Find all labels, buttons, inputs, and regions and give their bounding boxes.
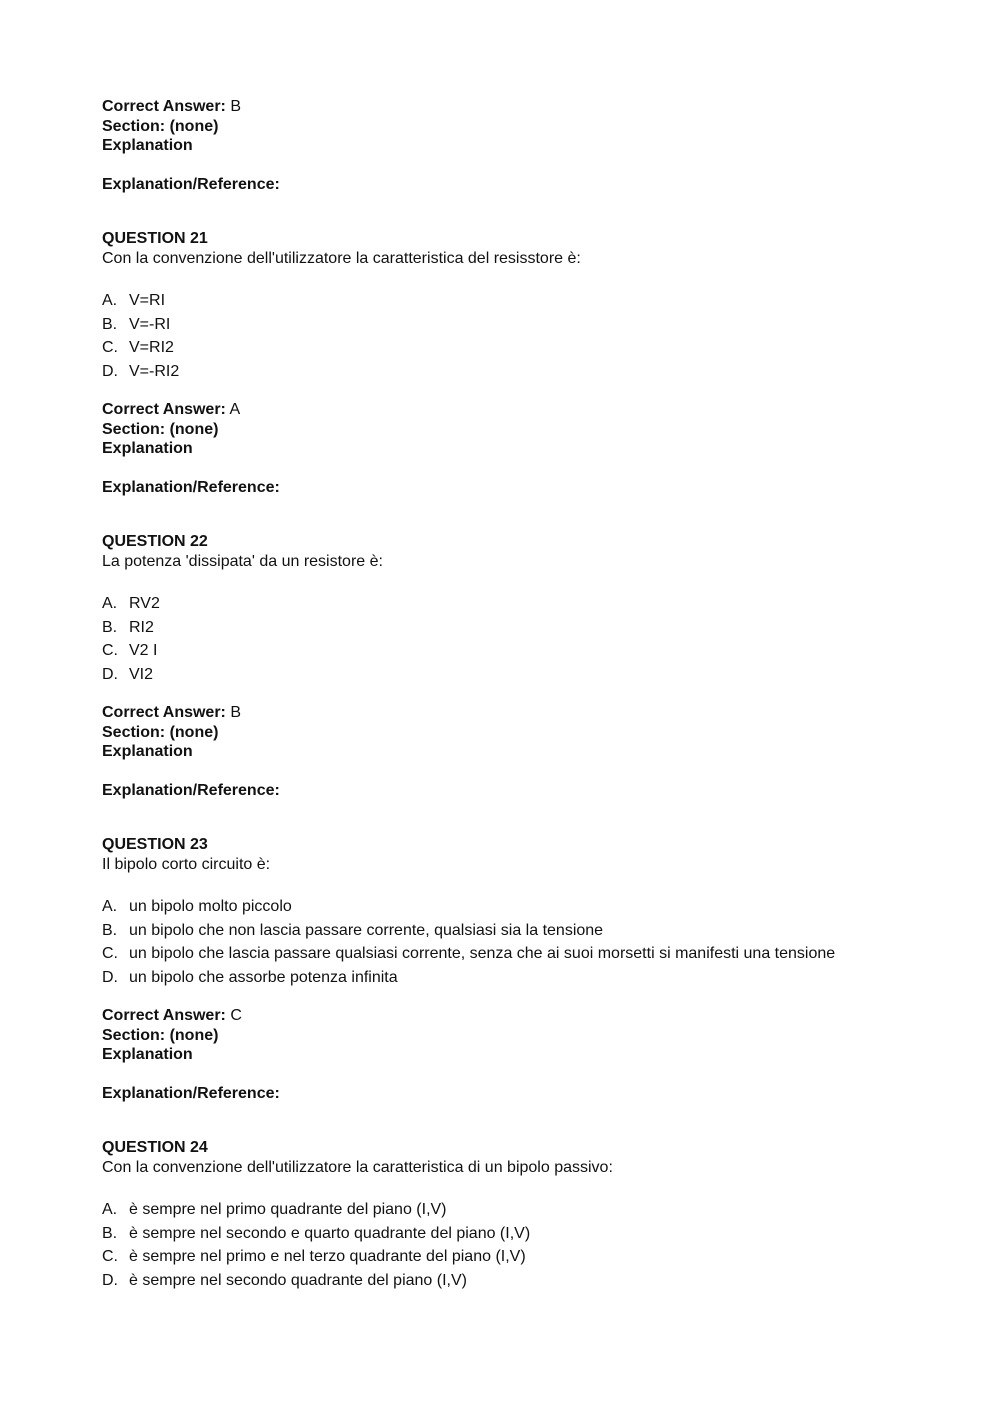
option-a: [102, 895, 922, 919]
document-page: [102, 97, 922, 1292]
option-list: [102, 1198, 922, 1292]
correct-answer-value: A: [229, 401, 241, 418]
option-text: è sempre nel secondo e quarto quadrante del piano (I,V): [129, 1224, 531, 1242]
option-letter: B.: [102, 618, 118, 636]
explanation-reference-line: Explanation/Reference:: [102, 781, 280, 799]
option-letter: B.: [102, 315, 118, 333]
option-d: [102, 966, 922, 990]
option-b: [102, 1222, 922, 1246]
option-text: V=RI: [129, 292, 166, 309]
option-letter: A.: [102, 595, 118, 612]
question-text: La potenza 'dissipata' da un resistore è:: [102, 552, 383, 570]
explanation-line: Explanation: [102, 440, 193, 457]
option-text: è sempre nel primo quadrante del piano (I,V): [129, 1201, 447, 1218]
option-c: [102, 1245, 922, 1269]
explanation-reference-line: Explanation/Reference:: [102, 1084, 280, 1102]
section-line: Section: (none): [102, 117, 219, 135]
question-title: QUESTION 21: [102, 230, 208, 247]
option-letter: D.: [102, 968, 118, 986]
option-letter: A.: [102, 292, 118, 309]
answer-block-prev: [102, 97, 922, 194]
option-text: è sempre nel secondo quadrante del piano (I,V): [129, 1271, 467, 1289]
option-b: [102, 616, 922, 640]
option-c: [102, 639, 922, 663]
option-d: [102, 1269, 922, 1293]
option-d: [102, 360, 922, 384]
option-letter: B.: [102, 1224, 118, 1242]
option-text: V=RI2: [129, 339, 174, 356]
option-letter: A.: [102, 1201, 118, 1218]
option-letter: C.: [102, 945, 118, 962]
option-letter: B.: [102, 921, 118, 939]
question-23: [102, 835, 922, 1103]
option-text: RI2: [129, 618, 154, 636]
option-list: [102, 895, 922, 989]
option-b: [102, 313, 922, 337]
question-21: [102, 229, 922, 497]
option-text: V=-RI: [129, 315, 171, 333]
question-title: QUESTION 22: [102, 533, 208, 550]
correct-answer-value: B: [230, 704, 242, 721]
option-d: [102, 663, 922, 687]
option-letter: C.: [102, 642, 118, 659]
question-title: QUESTION 24: [102, 1139, 208, 1156]
option-text: VI2: [129, 665, 154, 683]
option-text: è sempre nel primo e nel terzo quadrante del piano (I,V): [129, 1248, 526, 1265]
explanation-line: Explanation: [102, 137, 193, 154]
option-list: [102, 592, 922, 686]
question-text: Con la convenzione dell'utilizzatore la caratteristica del resisstore è:: [102, 249, 581, 267]
section-line: Section: (none): [102, 723, 219, 741]
option-letter: D.: [102, 362, 118, 380]
explanation-line: Explanation: [102, 743, 193, 760]
explanation-reference-line: Explanation/Reference:: [102, 478, 280, 496]
question-text: Il bipolo corto circuito è:: [102, 855, 271, 873]
option-c: [102, 942, 922, 966]
option-letter: D.: [102, 665, 118, 683]
option-c: [102, 336, 922, 360]
option-b: [102, 919, 922, 943]
correct-answer-line: [102, 1006, 922, 1026]
option-a: [102, 289, 922, 313]
option-text: V2 I: [129, 642, 158, 659]
question-22: [102, 532, 922, 800]
correct-answer-label: Correct Answer:: [102, 1007, 226, 1024]
correct-answer-line: [102, 400, 922, 420]
option-text: un bipolo che lascia passare qualsiasi corrente, senza che ai suoi morsetti si manifesti una tensione: [129, 945, 836, 962]
correct-answer-line: [102, 703, 922, 723]
option-text: un bipolo che assorbe potenza infinita: [129, 968, 398, 986]
correct-answer-value: C: [230, 1007, 242, 1024]
correct-answer-value: B: [230, 98, 242, 115]
question-24: [102, 1138, 922, 1292]
explanation-line: Explanation: [102, 1046, 193, 1063]
option-letter: A.: [102, 898, 118, 915]
question-text: Con la convenzione dell'utilizzatore la caratteristica di un bipolo passivo:: [102, 1158, 613, 1176]
option-list: [102, 289, 922, 383]
option-text: un bipolo che non lascia passare corrente, qualsiasi sia la tensione: [129, 921, 604, 939]
option-text: V=-RI2: [129, 362, 180, 380]
option-a: [102, 1198, 922, 1222]
correct-answer-line: [102, 97, 922, 117]
question-title: QUESTION 23: [102, 836, 208, 853]
section-line: Section: (none): [102, 420, 219, 438]
option-letter: D.: [102, 1271, 118, 1289]
explanation-reference-line: Explanation/Reference:: [102, 175, 280, 193]
option-text: un bipolo molto piccolo: [129, 898, 292, 915]
option-a: [102, 592, 922, 616]
correct-answer-label: Correct Answer:: [102, 704, 226, 721]
correct-answer-label: Correct Answer:: [102, 98, 226, 115]
section-line: Section: (none): [102, 1026, 219, 1044]
option-text: RV2: [129, 595, 160, 612]
option-letter: C.: [102, 339, 118, 356]
option-letter: C.: [102, 1248, 118, 1265]
correct-answer-label: Correct Answer:: [102, 401, 226, 418]
